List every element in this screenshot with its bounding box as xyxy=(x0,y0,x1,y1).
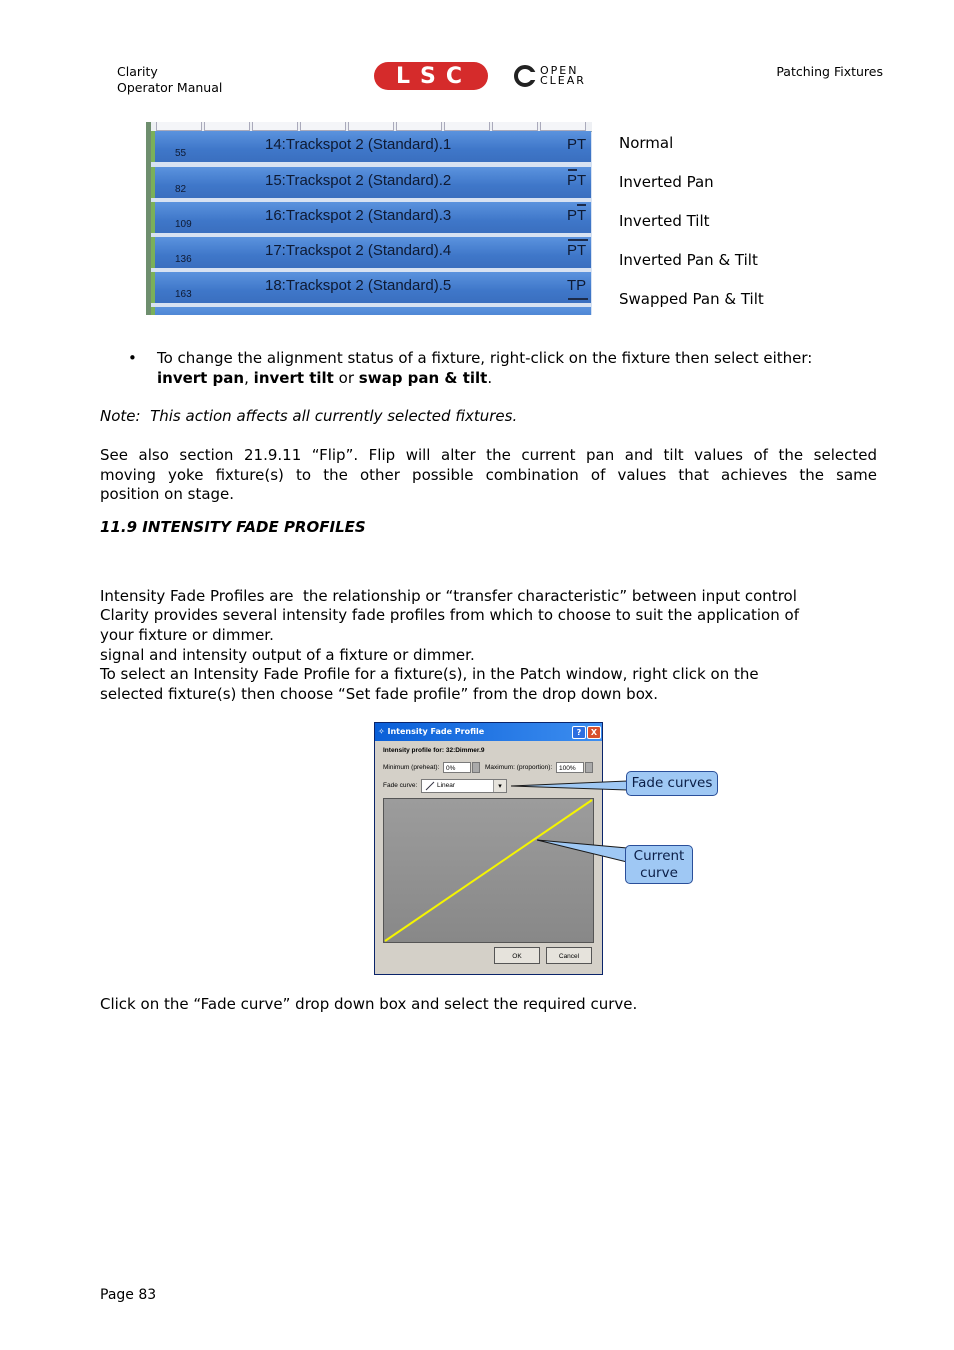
callout-line: curve xyxy=(640,865,678,881)
period: . xyxy=(487,368,493,387)
swapped-bar xyxy=(568,298,588,300)
curve-plot-svg xyxy=(384,799,593,942)
page-number: Page 83 xyxy=(100,1287,157,1303)
app-icon: ✧ xyxy=(378,727,385,736)
option-swap-pan-tilt: swap pan & tilt xyxy=(358,368,488,387)
open-clear-ring-icon xyxy=(512,62,538,90)
alignment-indicator: PT xyxy=(567,136,587,153)
note: Note: This action affects all currently selected fixtures. xyxy=(100,407,518,425)
bullet-item xyxy=(157,349,877,388)
header-left xyxy=(117,64,222,96)
separator: or xyxy=(338,368,354,387)
section-heading: 11.9 INTENSITY FADE PROFILES xyxy=(100,518,366,536)
fixture-number: 82 xyxy=(175,184,187,195)
max-spinner[interactable] xyxy=(585,762,593,773)
bullet-icon: • xyxy=(128,349,137,367)
fixture-row-partial[interactable] xyxy=(151,307,591,315)
alignment-label-inverted-pan-tilt: Inverted Pan & Tilt xyxy=(619,251,758,269)
dialog-title-bar xyxy=(375,723,602,741)
max-input[interactable]: 100% xyxy=(556,762,584,773)
callout-line: Current xyxy=(633,848,685,864)
paragraph-select xyxy=(100,665,759,704)
fixture-name: 15:Trackspot 2 (Standard).2 xyxy=(265,172,452,189)
fade-curve-value: Linear xyxy=(437,782,456,789)
clear-text: CLEAR xyxy=(540,74,586,87)
inverted-tilt-bar xyxy=(577,204,586,206)
option-invert-pan: invert pan xyxy=(157,368,245,387)
fixture-number: 55 xyxy=(175,148,187,159)
inverted-pan-bar xyxy=(568,169,577,171)
alignment-indicator: PT xyxy=(567,242,587,259)
paragraph-line: selected fixture(s) then choose “Set fade profile” from the drop down box. xyxy=(100,684,659,703)
tab xyxy=(204,122,250,131)
paragraph-line: To select an Intensity Fade Profile for a fixture(s), in the Patch window, right click on the xyxy=(100,665,759,683)
bullet-options xyxy=(157,369,877,389)
fixture-number: 136 xyxy=(175,254,192,265)
ok-button[interactable]: OK xyxy=(494,947,540,964)
alignment-label-swapped: Swapped Pan & Tilt xyxy=(619,290,764,308)
separator: , xyxy=(244,368,249,387)
tab xyxy=(252,122,298,131)
tab xyxy=(348,122,394,131)
see-also-paragraph xyxy=(100,446,877,505)
fixture-name: 17:Trackspot 2 (Standard).4 xyxy=(265,242,452,259)
alignment-indicator: PT xyxy=(567,172,587,189)
current-curve-line xyxy=(385,800,592,941)
callout-fade-curves: Fade curves xyxy=(626,771,718,796)
option-invert-tilt: invert tilt xyxy=(253,368,334,387)
bullet-lead: To change the alignment status of a fixture, right-click on the fixture then select either: xyxy=(157,349,813,367)
dialog-title: Intensity Fade Profile xyxy=(387,727,485,736)
fixture-row[interactable] xyxy=(151,167,591,198)
tab xyxy=(492,122,538,131)
fixture-list xyxy=(146,122,592,315)
fade-curve-label: Fade curve: xyxy=(383,782,418,789)
tab xyxy=(540,122,586,131)
fixture-row[interactable] xyxy=(151,272,591,303)
min-label: Minimum (preheat): xyxy=(383,764,440,771)
fixture-row[interactable] xyxy=(151,237,591,268)
fixture-name: 16:Trackspot 2 (Standard).3 xyxy=(265,207,452,224)
paragraph-line: your fixture or dimmer. xyxy=(100,625,274,644)
open-text: OPEN xyxy=(540,64,579,77)
tab xyxy=(444,122,490,131)
open-clear-logo xyxy=(512,62,608,90)
alignment-label-normal: Normal xyxy=(619,134,674,152)
tab xyxy=(300,122,346,131)
close-button[interactable]: X xyxy=(587,726,601,739)
linear-curve-icon xyxy=(425,781,435,791)
paragraph-line: Intensity Fade Profiles are the relationship or “transfer characteristic” between input control xyxy=(100,587,797,605)
tab xyxy=(156,122,202,131)
paragraph-line: moving yoke fixture(s) to the other possible combination of values that achieves the same xyxy=(100,465,877,484)
chevron-down-icon[interactable]: ▾ xyxy=(493,780,506,792)
lsc-logo: LSC xyxy=(374,62,488,90)
fixture-name: 14:Trackspot 2 (Standard).1 xyxy=(265,136,452,153)
fixture-name: 18:Trackspot 2 (Standard).5 xyxy=(265,277,452,294)
paragraph-provides xyxy=(100,606,799,645)
header-title: Clarity xyxy=(117,64,158,79)
min-input[interactable]: 0% xyxy=(443,762,471,773)
header-subtitle: Operator Manual xyxy=(117,80,223,95)
help-button[interactable]: ? xyxy=(572,726,586,739)
fade-curve-select[interactable] xyxy=(421,779,507,793)
alignment-indicator: TP xyxy=(567,277,587,294)
inverted-pan-tilt-bar xyxy=(568,239,588,241)
cancel-button[interactable]: Cancel xyxy=(546,947,592,964)
paragraph-line: position on stage. xyxy=(100,485,235,503)
paragraph-line: See also section 21.9.11 “Flip”. Flip will alter the current pan and tilt values of the selected xyxy=(100,446,877,464)
fixture-row[interactable] xyxy=(151,131,591,162)
alignment-indicator: PT xyxy=(567,207,587,224)
curve-plot xyxy=(383,798,594,943)
paragraph-line: Clarity provides several intensity fade profiles from which to choose to suit the application of xyxy=(100,606,800,624)
paragraph-line: signal and intensity output of a fixture or dimmer. xyxy=(100,645,475,664)
fixture-row[interactable] xyxy=(151,202,591,233)
fixture-number: 163 xyxy=(175,289,192,300)
fixture-number: 109 xyxy=(175,219,192,230)
max-label: Maximum: (proportion): xyxy=(485,764,553,771)
min-spinner[interactable] xyxy=(472,762,480,773)
header-right: Patching Fixtures xyxy=(776,64,883,79)
alignment-label-inverted-tilt: Inverted Tilt xyxy=(619,212,710,230)
intensity-fade-profile-dialog xyxy=(374,722,603,975)
alignment-label-inverted-pan: Inverted Pan xyxy=(619,173,714,191)
callout-current-curve xyxy=(625,845,693,884)
profile-label: Intensity profile for: 32:Dimmer.9 xyxy=(383,747,485,754)
closing-paragraph: Click on the “Fade curve” drop down box and select the required curve. xyxy=(100,995,638,1013)
tab xyxy=(396,122,442,131)
